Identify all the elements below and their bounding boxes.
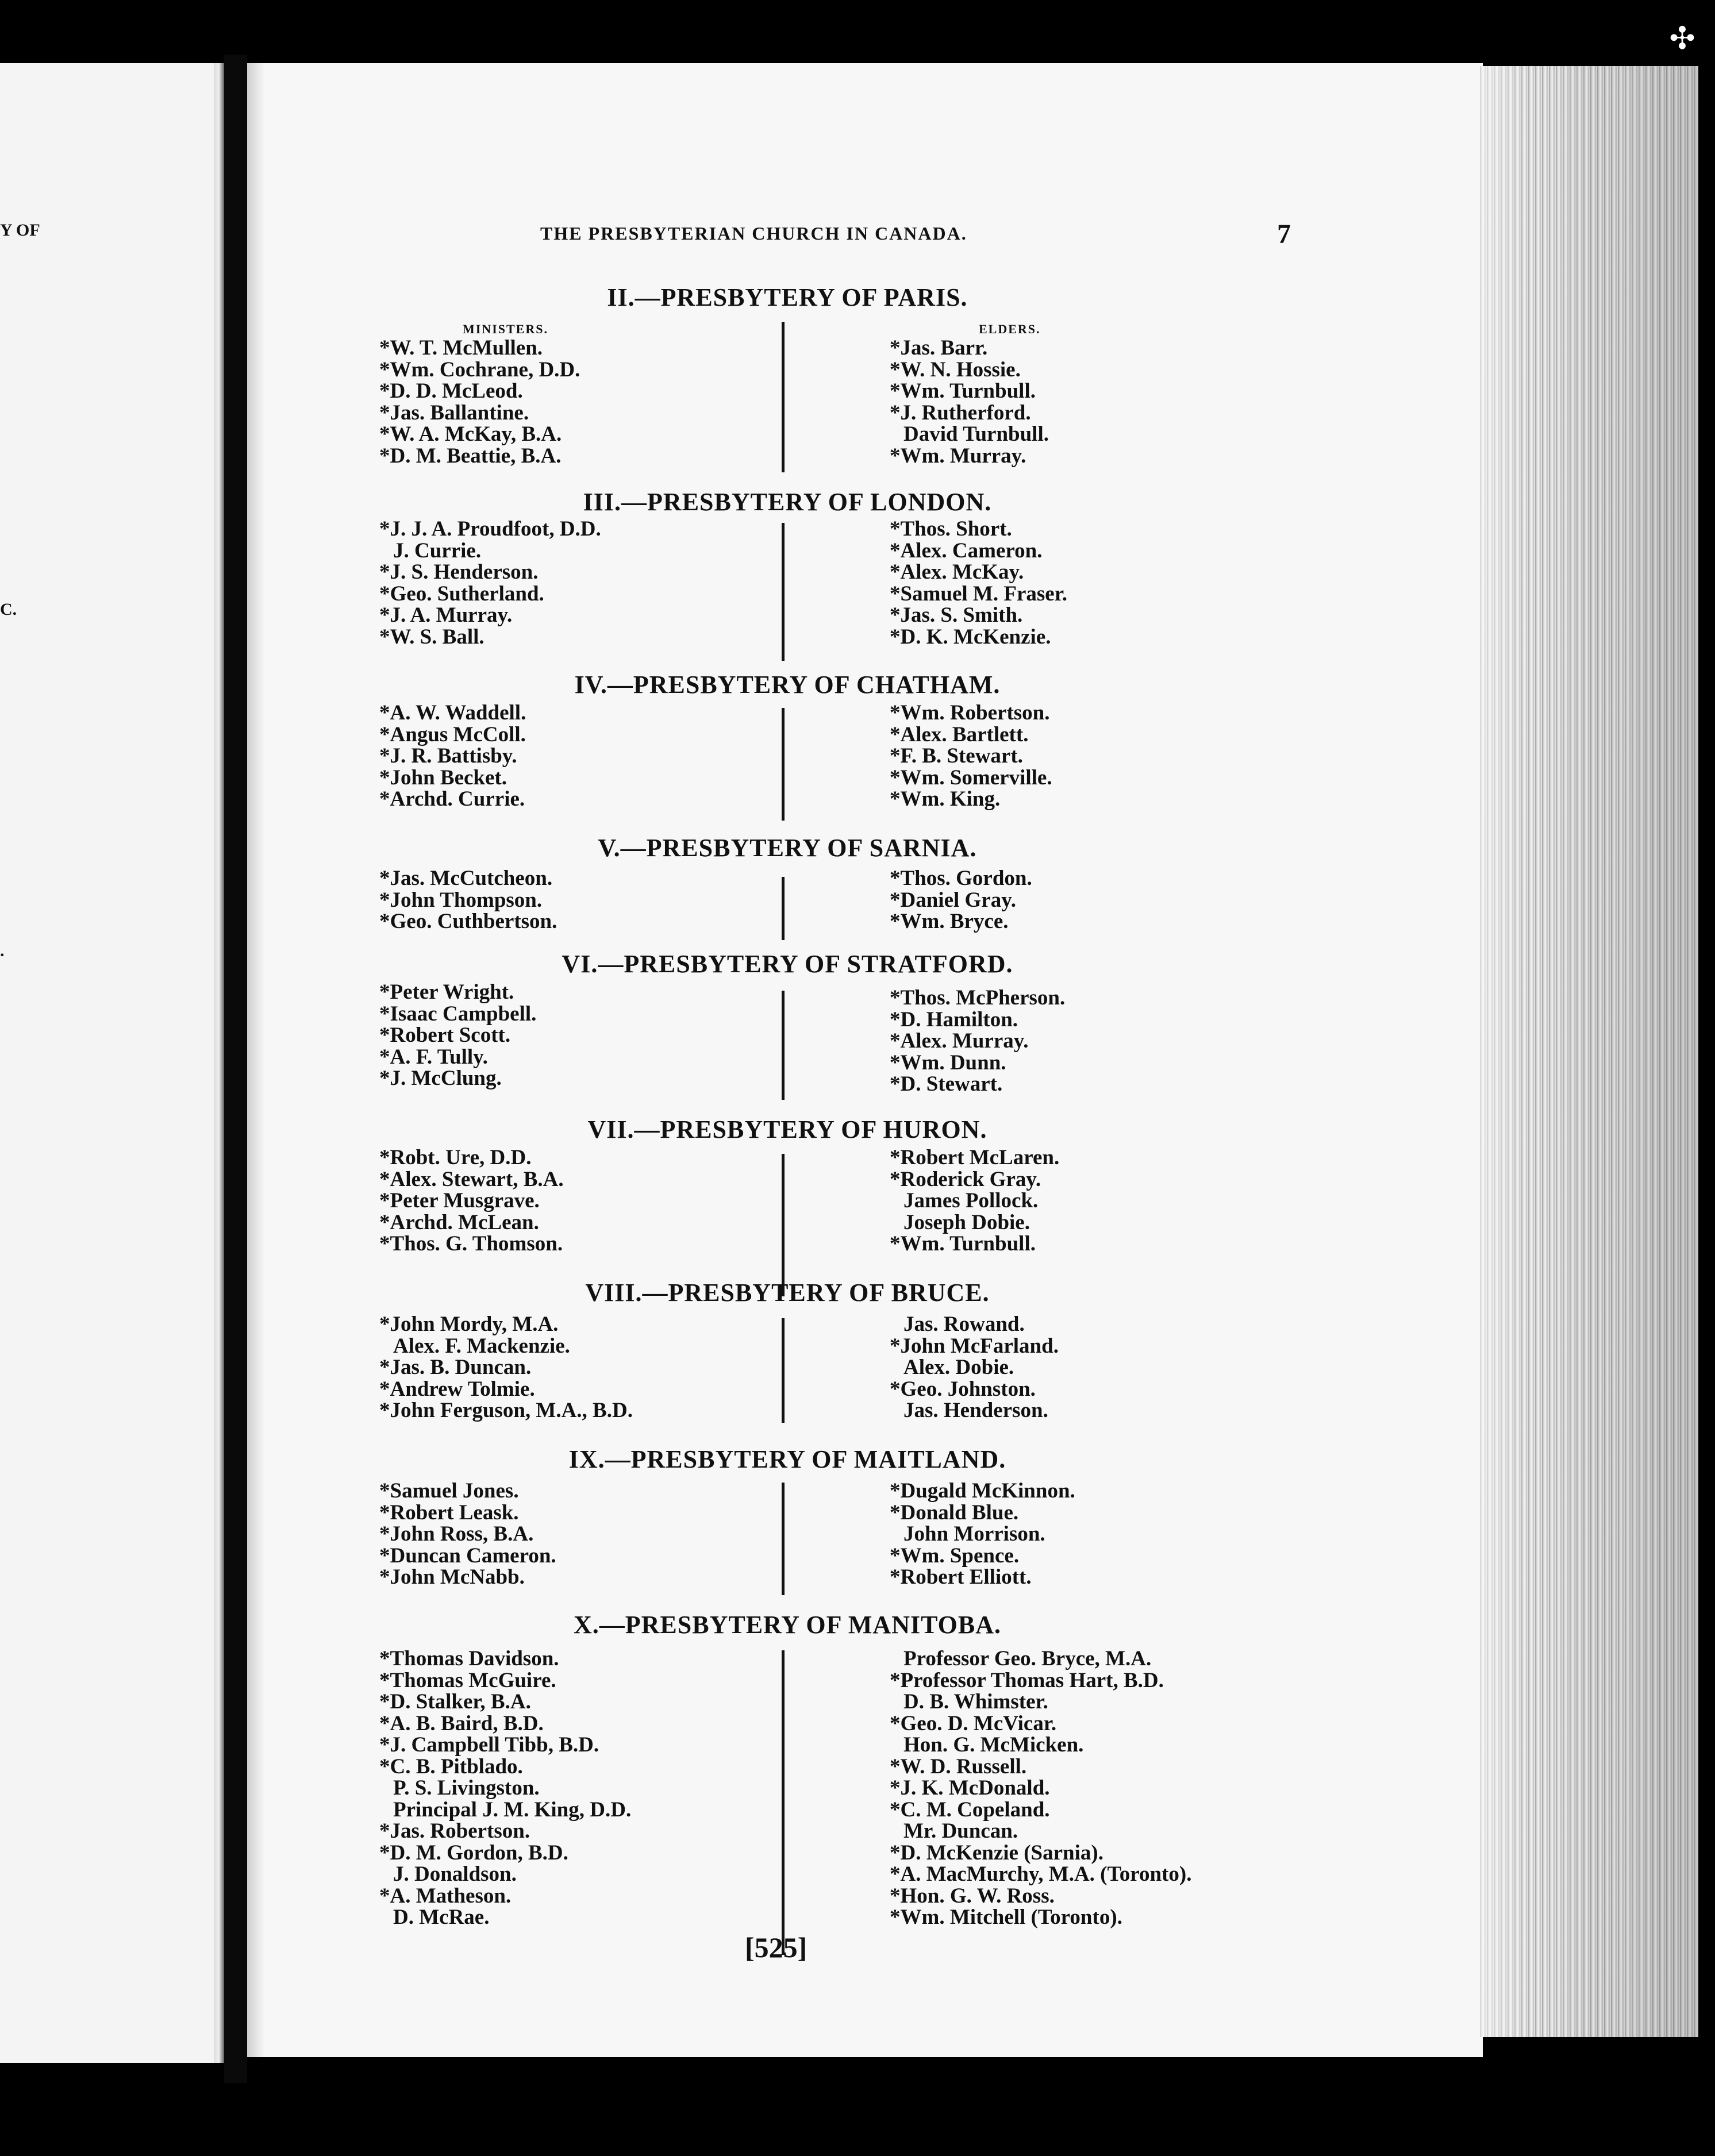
elder-name: *Jas. S. Smith. [890, 603, 1023, 627]
column-divider [782, 991, 785, 1100]
page-number: 7 [1277, 219, 1291, 249]
elder-name: *Wm. Spence. [890, 1543, 1020, 1568]
minister-name: *Jas. Robertson. [379, 1819, 530, 1843]
elders-list [890, 1480, 1075, 1588]
ministers-list [379, 868, 557, 933]
elder-name: Professor Geo. Bryce, M.A. [903, 1647, 1152, 1670]
minister-name: D. McRae. [393, 1905, 490, 1929]
elder-name: *Wm. Murray. [890, 444, 1026, 468]
column-divider [782, 1650, 785, 1955]
section-title: VI.—PRESBYTERY OF STRATFORD. [562, 950, 1013, 978]
ministers-heading: MINISTERS. [463, 322, 548, 336]
elders-list [890, 1648, 1192, 1928]
elder-name: *F. B. Stewart. [890, 744, 1023, 768]
elder-name: Hon. G. McMicken. [903, 1733, 1084, 1757]
elder-name: *Robert McLaren. [890, 1146, 1060, 1169]
section-title: VIII.—PRESBYTERY OF BRUCE. [585, 1279, 990, 1307]
elder-name: *Wm. Somerville. [890, 765, 1052, 790]
elder-name: *Geo. Johnston. [890, 1377, 1036, 1401]
minister-name: *Archd. McLean. [379, 1210, 539, 1234]
book-gutter [224, 55, 247, 2083]
presbytery-section [379, 1445, 1264, 1589]
presbytery-section [379, 949, 1264, 1096]
minister-name: *Jas. B. Duncan. [379, 1356, 532, 1379]
minister-name: *J. Campbell Tibb, B.D. [379, 1733, 599, 1757]
elder-name: *Jas. Barr. [890, 336, 988, 360]
column-divider [782, 1154, 785, 1296]
elder-name: Jas. Henderson. [903, 1399, 1048, 1422]
page-gutter-shadow [247, 63, 264, 2057]
minister-name: *Peter Musgrave. [379, 1189, 540, 1212]
section-title: IX.—PRESBYTERY OF MAITLAND. [568, 1445, 1006, 1473]
presbytery-section [379, 1610, 1264, 1929]
minister-name: J. Donaldson. [393, 1862, 517, 1886]
section-title: III.—PRESBYTERY OF LONDON. [583, 488, 992, 516]
elder-name: *Wm. Dunn. [890, 1050, 1006, 1075]
minister-name: *A. Matheson. [379, 1884, 512, 1908]
presbytery-section [379, 1278, 1264, 1422]
minister-name: *Jas. Ballantine. [379, 401, 529, 425]
minister-name: *D. M. Gordon, B.D. [379, 1841, 568, 1865]
minister-name: *J. S. Henderson. [379, 560, 539, 584]
elder-name: *D. Stewart. [890, 1072, 1003, 1096]
elder-name: *Dugald McKinnon. [890, 1479, 1075, 1503]
elder-name: John Morrison. [903, 1522, 1045, 1546]
minister-name: *C. B. Pitblado. [379, 1754, 523, 1778]
elders-list [890, 987, 1065, 1095]
elder-name: *Wm. Turnbull. [890, 1232, 1036, 1256]
elder-name: *Alex. Cameron. [890, 538, 1043, 563]
left-page [0, 63, 224, 2063]
elder-name: *W. N. Hossie. [890, 357, 1021, 382]
elder-name: *Wm. Robertson. [890, 701, 1050, 725]
minister-name: J. Currie. [393, 538, 482, 563]
folio-number: [525] [745, 1931, 807, 1964]
left-page-fragment: Y OF [0, 221, 40, 240]
elder-name: *A. MacMurchy, M.A. (Toronto). [890, 1862, 1192, 1886]
minister-name: *Thos. G. Thomson. [379, 1232, 563, 1256]
minister-name: *Angus McColl. [379, 722, 526, 746]
minister-name: *Isaac Campbell. [379, 1002, 537, 1026]
section-title: VII.—PRESBYTERY OF HURON. [587, 1115, 987, 1144]
minister-name: *Thomas McGuire. [379, 1668, 556, 1692]
minister-name: *W. S. Ball. [379, 625, 484, 649]
elder-name: *Wm. King. [890, 787, 1001, 811]
ministers-list [379, 702, 526, 810]
presbytery-section [379, 487, 1264, 649]
minister-name: *D. M. Beattie, B.A. [379, 444, 562, 468]
elder-name: *Geo. D. McVicar. [890, 1711, 1057, 1735]
ministers-list [379, 1480, 556, 1588]
minister-name: *John Mordy, M.A. [379, 1312, 559, 1336]
section-title: II.—PRESBYTERY OF PARIS. [607, 283, 968, 311]
minister-name: *Peter Wright. [379, 980, 514, 1004]
presbytery-section [379, 833, 1264, 933]
ministers-list [379, 981, 536, 1089]
minister-name: P. S. Livingston. [393, 1776, 540, 1800]
elder-name: *Wm. Mitchell (Toronto). [890, 1905, 1122, 1929]
minister-name: *Geo. Cuthbertson. [379, 910, 557, 933]
minister-name: Alex. F. Mackenzie. [393, 1334, 570, 1358]
section-title: V.—PRESBYTERY OF SARNIA. [598, 834, 977, 862]
minister-name: *D. D. McLeod. [379, 379, 523, 403]
minister-name: *John Thompson. [379, 888, 543, 912]
elder-name: Joseph Dobie. [903, 1210, 1030, 1234]
minister-name: *D. Stalker, B.A. [379, 1690, 531, 1714]
elder-name: *D. K. McKenzie. [890, 625, 1051, 649]
page-block-shade [1480, 66, 1698, 2037]
elder-name: Mr. Duncan. [903, 1819, 1018, 1843]
minister-name: *J. McClung. [379, 1067, 502, 1090]
ministers-list [379, 1147, 564, 1255]
elder-name: *Thos. Short. [890, 517, 1012, 541]
section-title: IV.—PRESBYTERY OF CHATHAM. [574, 671, 1001, 699]
minister-name: *Robt. Ure, D.D. [379, 1146, 532, 1169]
elder-name: *Professor Thomas Hart, B.D. [890, 1668, 1164, 1692]
elder-name: *Thos. McPherson. [890, 986, 1066, 1010]
minister-name: *John McNabb. [379, 1565, 525, 1589]
elder-name: David Turnbull. [903, 422, 1049, 446]
corner-crosshair-icon: ✣ [1669, 20, 1695, 56]
elder-name: *Robert Elliott. [890, 1565, 1032, 1589]
minister-name: *W. T. McMullen. [379, 336, 543, 360]
elder-name: D. B. Whimster. [903, 1690, 1048, 1714]
minister-name: *Geo. Sutherland. [379, 582, 544, 606]
minister-name: *J. J. A. Proudfoot, D.D. [379, 517, 601, 541]
elder-name: *J. Rutherford. [890, 401, 1031, 425]
presbytery-section [379, 670, 1264, 811]
elder-name: *D. McKenzie (Sarnia). [890, 1841, 1103, 1865]
minister-name: *Robert Scott. [379, 1023, 511, 1047]
minister-name: *Samuel Jones. [379, 1479, 519, 1503]
column-divider [782, 322, 785, 472]
minister-name: *Alex. Stewart, B.A. [379, 1167, 564, 1191]
left-page-fragment: . [0, 941, 5, 960]
ministers-list [379, 1648, 631, 1928]
presbytery-section [379, 1115, 1264, 1256]
minister-name: *Duncan Cameron. [379, 1543, 556, 1568]
minister-name: *A. F. Tully. [379, 1045, 488, 1069]
section-title: X.—PRESBYTERY OF MANITOBA. [573, 1611, 1001, 1639]
elder-name: *Donald Blue. [890, 1500, 1019, 1524]
minister-name: Principal J. M. King, D.D. [393, 1797, 632, 1822]
elders-list [890, 868, 1032, 933]
elders-list [890, 337, 1049, 467]
elder-name: *J. K. McDonald. [890, 1776, 1050, 1800]
elder-name: *Alex. Murray. [890, 1029, 1029, 1053]
elders-list [890, 702, 1052, 810]
minister-name: *Jas. McCutcheon. [379, 867, 553, 890]
elder-name: *Hon. G. W. Ross. [890, 1884, 1055, 1908]
ministers-list [379, 337, 580, 467]
running-head: THE PRESBYTERIAN CHURCH IN CANADA. [540, 223, 967, 244]
elder-name: *Thos. Gordon. [890, 867, 1032, 890]
minister-name: *A. W. Waddell. [379, 701, 526, 725]
elder-name: *Wm. Bryce. [890, 910, 1009, 933]
elder-name: *Samuel M. Fraser. [890, 582, 1067, 606]
elder-name: *W. D. Russell. [890, 1754, 1027, 1778]
elders-list [890, 1314, 1059, 1422]
column-divider [782, 1483, 785, 1595]
elder-name: *C. M. Copeland. [890, 1797, 1050, 1822]
minister-name: *John Becket. [379, 765, 507, 790]
presbytery-section [379, 283, 1264, 468]
minister-name: *J. A. Murray. [379, 603, 513, 627]
minister-name: *A. B. Baird, B.D. [379, 1711, 544, 1735]
elder-name: *Alex. McKay. [890, 560, 1024, 584]
elders-list [890, 518, 1067, 648]
column-divider [782, 523, 785, 661]
minister-name: *J. R. Battisby. [379, 744, 517, 768]
elder-name: *Daniel Gray. [890, 888, 1016, 912]
left-page-fragment: C. [0, 600, 17, 619]
minister-name: *Robert Leask. [379, 1500, 519, 1524]
elder-name: James Pollock. [903, 1189, 1039, 1212]
elder-name: *Roderick Gray. [890, 1167, 1041, 1191]
minister-name: *Wm. Cochrane, D.D. [379, 357, 580, 382]
elder-name: *Alex. Bartlett. [890, 722, 1029, 746]
elder-name: *D. Hamilton. [890, 1007, 1018, 1031]
column-divider [782, 877, 785, 940]
column-divider [782, 708, 785, 821]
minister-name: *W. A. McKay, B.A. [379, 422, 562, 446]
elder-name: *Wm. Turnbull. [890, 379, 1036, 403]
elder-name: Alex. Dobie. [903, 1356, 1014, 1379]
elders-list [890, 1147, 1059, 1255]
minister-name: *Thomas Davidson. [379, 1647, 559, 1670]
ministers-list [379, 518, 601, 648]
elder-name: Jas. Rowand. [903, 1312, 1025, 1336]
minister-name: *Archd. Currie. [379, 787, 525, 811]
minister-name: *Andrew Tolmie. [379, 1377, 535, 1401]
elders-heading: ELDERS. [979, 322, 1041, 336]
elder-name: *John McFarland. [890, 1334, 1059, 1358]
minister-name: *John Ross, B.A. [379, 1522, 534, 1546]
column-divider [782, 1318, 785, 1423]
ministers-list [379, 1314, 633, 1422]
minister-name: *John Ferguson, M.A., B.D. [379, 1399, 633, 1422]
